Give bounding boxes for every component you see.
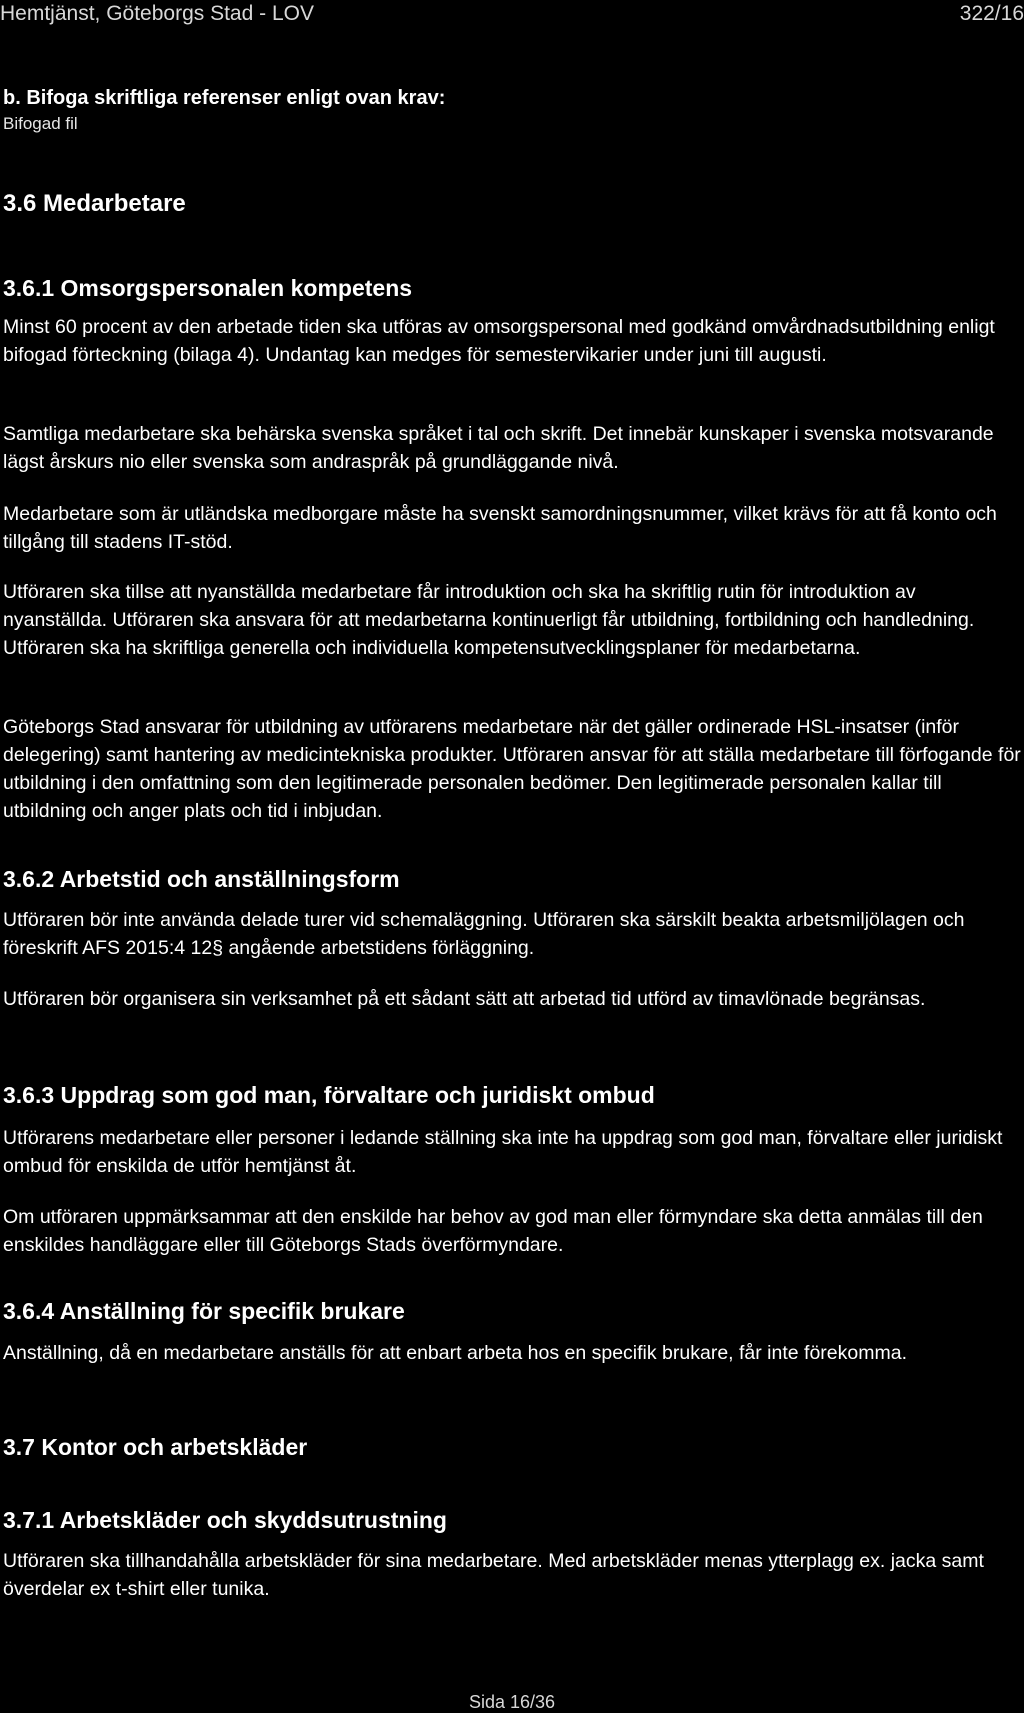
paragraph-text: Utföraren bör inte använda delade turer vid schemaläggning. Utföraren ska särskilt beakta arbetsmiljölagen och föreskrift AFS 2015:4 12§ angående arbetstidens förläggning. [3, 909, 965, 959]
section-heading: 3.6 Medarbetare [3, 190, 186, 217]
paragraph-text: Utföraren bör organisera sin verksamhet på ett sådant sätt att arbetad tid utförd av timavlönade begränsas. [3, 988, 926, 1010]
page-number: Sida 16/36 [468, 1692, 556, 1712]
section-3-6-1 [3, 273, 1021, 303]
paragraph-text: Medarbetare som är utländska medborgare måste ha svenskt samordningsnummer, vilket krävs för att få konto och tillgång till stadens IT-stöd. [3, 503, 997, 553]
document-reference: 322/16 [959, 2, 1024, 25]
attached-file-link[interactable]: Bifogad fil [3, 114, 78, 133]
paragraph-text: Utföraren ska tillhandahålla arbetskläder för sina medarbetare. Med arbetskläder menas ytterplagg ex. jacka samt överdelar ex t-shirt eller tunika. [3, 1550, 984, 1600]
paragraph-text: Utföraren ska tillse att nyanställda medarbetare får introduktion och ska ha skriftlig rutin för introduktion av nyanställda. Utföraren ska ansvara för att medarbetarna kontinuerligt får utbildning, fortbildning och handledning. Utföraren ska ha skriftliga generella och individuella kompetensutvecklingsplaner för medarbetarna. [3, 581, 975, 659]
paragraph-text: Samtliga medarbetare ska behärska svenska språket i tal och skrift. Det innebär kunskaper i svenska motsvarande lägst årskurs nio eller svenska som andraspråk på grundläggande nivå. [3, 423, 994, 473]
paragraph [3, 1124, 1021, 1180]
section-heading: 3.6.1 Omsorgspersonalen kompetens [3, 275, 413, 301]
paragraph [3, 985, 1021, 1013]
paragraph [3, 713, 1021, 825]
paragraph [3, 420, 1021, 476]
paragraph [3, 906, 1021, 962]
section-3-6 [3, 189, 1021, 219]
paragraph-text: Göteborgs Stad ansvarar för utbildning av utförarens medarbetare när det gäller ordinerade HSL-insatser (inför delegering) samt hantering av medicintekniska produkter. Utföraren ansvar för att ställa medarbetare till förfogande för utbildning i den omfattning som den legitimerade personalen bedömer. Den legitimerade personalen kallar till utbildning och anger plats och tid i inbjudan. [3, 716, 1021, 822]
paragraph-text: Om utföraren uppmärksammar att den enskilde har behov av god man eller förmyndare ska detta anmälas till den enskildes handläggare eller till Göteborgs Stads överförmyndare. [3, 1206, 983, 1256]
section-heading: 3.7 Kontor och arbetskläder [3, 1434, 308, 1460]
section-3-7-1 [3, 1505, 1021, 1535]
section-heading: 3.7.1 Arbetskläder och skyddsutrustning [3, 1507, 447, 1533]
paragraph [3, 1547, 1021, 1603]
section-3-6-3 [3, 1080, 1021, 1110]
paragraph [3, 1203, 1021, 1259]
document-title: Hemtjänst, Göteborgs Stad - LOV [0, 2, 314, 25]
section-3-6-4 [3, 1296, 1021, 1326]
section-heading: 3.6.2 Arbetstid och anställningsform [3, 866, 400, 892]
section-3-6-2 [3, 864, 1021, 894]
section-heading: 3.6.3 Uppdrag som god man, förvaltare och juridiskt ombud [3, 1082, 655, 1108]
page-header [0, 0, 1024, 30]
section-3-7 [3, 1432, 1021, 1462]
references-block [3, 84, 1021, 136]
paragraph [3, 500, 1021, 556]
references-label: b. Bifoga skriftliga referenser enligt ovan krav: [3, 87, 446, 109]
paragraph-text: Minst 60 procent av den arbetade tiden ska utföras av omsorgspersonal med godkänd omvårdnadsutbildning enligt bifogad förteckning (bilaga 4). Undantag kan medges för semestervikarier under juni till augusti. [3, 316, 995, 366]
paragraph-text: Anställning, då en medarbetare anställs för att enbart arbeta hos en specifik brukare, får inte förekomma. [3, 1342, 907, 1364]
paragraph [3, 1339, 1021, 1367]
section-heading: 3.6.4 Anställning för specifik brukare [3, 1298, 405, 1324]
paragraph-text: Utförarens medarbetare eller personer i ledande ställning ska inte ha uppdrag som god man, förvaltare eller juridiskt ombud för enskilda de utför hemtjänst åt. [3, 1127, 1003, 1177]
paragraph [3, 313, 1021, 369]
paragraph [3, 578, 1021, 662]
